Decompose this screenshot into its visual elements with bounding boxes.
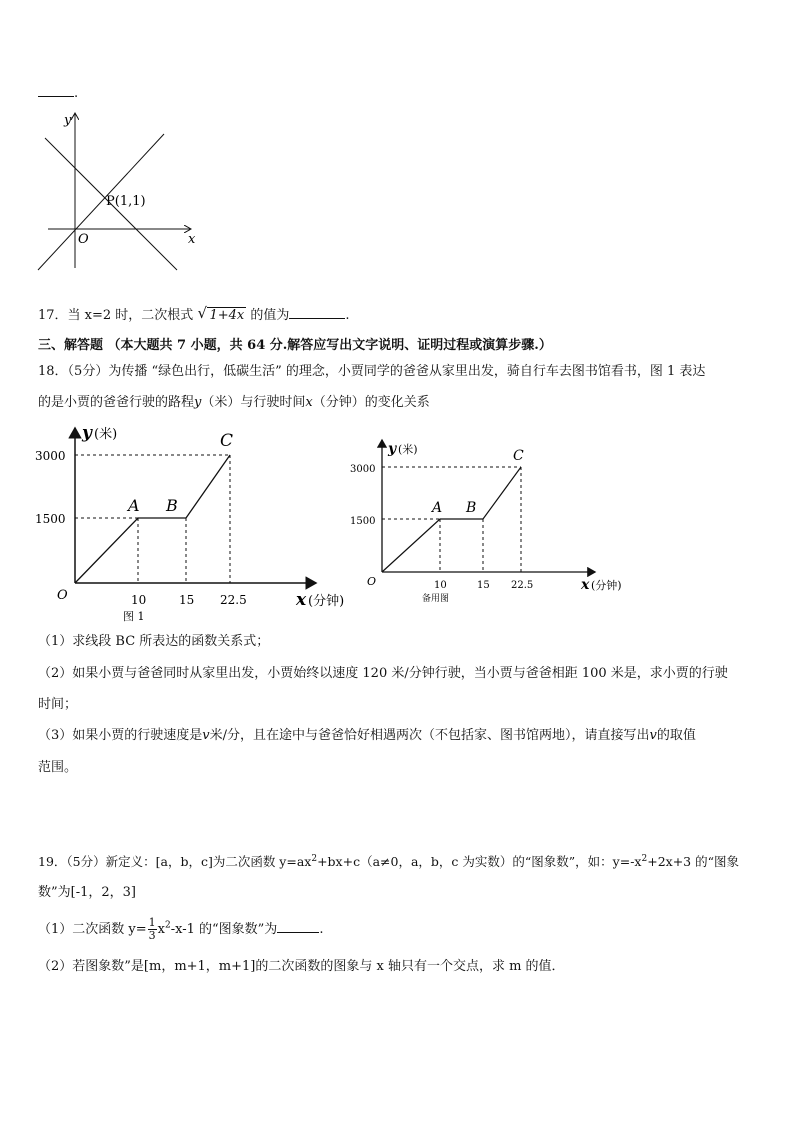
question-17: 17．当 x=2 时，二次根式 √ 1+4x 的值为 . — [38, 304, 350, 323]
question-19-line-1: 19．（5分）新定义：[a，b，c]为二次函数 $y=ax^2+bx+c(a\ne 0$，a，b，c 为实数）的“图象数”，如：$y=-x^2+2x+3$ 的“图象 — [38, 853, 739, 869]
question-19-line-2: 数”为[-1，2，3] — [38, 885, 136, 900]
question-18-sub-2-line-2: 时间； — [38, 697, 78, 712]
distance-line — [75, 455, 230, 583]
y-axis-label: y — [64, 113, 72, 128]
y-axis-label: y — [82, 423, 92, 443]
top-answer-blank: . — [38, 84, 78, 103]
x-axis-label: x — [188, 232, 196, 247]
section-3-heading: 三、解答题 （本大题共 7 小题，共 64 分.解答应写出文字说明、证明过程或演算步骤.） — [38, 338, 552, 353]
square-root: √ 1+4x — [197, 304, 245, 323]
x-tick-22-5: 22.5 — [220, 593, 247, 607]
x-axis-label: x — [296, 590, 307, 610]
point-b-label: B — [166, 496, 178, 515]
one-third-fraction: $\frac{1}{3}$ — [148, 916, 156, 942]
figure-caption: 备用图 — [422, 594, 450, 604]
question-18-line-1: 18．（5分）为传播 “绿色出行，低碳生活” 的理念，小贾同学的爸爸从家里出发，骑自行车去图书馆看书，图 1 表达 — [38, 364, 706, 379]
point-a-label: A — [128, 496, 140, 515]
question-18-sub-3-line-1: （3）如果小贾的行驶速度是v米/分，且在途中与爸爸恰好相遇两次（不包括家、图书馆两地），请直接写出v的取值 — [38, 728, 696, 743]
x-tick-10: 10 — [131, 593, 147, 607]
x-tick-22-5: 22.5 — [511, 580, 534, 591]
distance-time-chart-1 — [30, 422, 350, 627]
origin-label: O — [367, 575, 377, 588]
answer-blank — [38, 84, 74, 97]
point-a-label: A — [432, 500, 443, 516]
answer-blank — [277, 920, 319, 933]
distance-time-chart-2 — [345, 436, 635, 608]
y-tick-1500: 1500 — [35, 512, 66, 526]
point-p-label: P(1,1) — [106, 194, 146, 209]
question-19-sub-2: （2）若图象数”是[m，m+1，m+1]的二次函数的图象与 x 轴只有一个交点，求 m 的值． — [38, 959, 565, 974]
x-tick-15: 15 — [179, 593, 195, 607]
origin-label: O — [57, 588, 68, 603]
figure-caption: 图 1 — [123, 610, 145, 623]
y-tick-1500: 1500 — [350, 516, 376, 527]
x-axis-unit: (分钟) — [308, 594, 345, 609]
x-tick-10: 10 — [434, 580, 447, 591]
point-c-label: C — [513, 448, 524, 464]
x-axis-unit: (分钟) — [591, 579, 622, 592]
answer-blank — [289, 306, 345, 319]
y-axis-unit: (米) — [94, 427, 118, 442]
x-axis-label: x — [581, 577, 590, 593]
point-b-label: B — [466, 500, 477, 516]
y-axis-unit: (米) — [398, 443, 418, 456]
question-18-sub-1: （1）求线段 BC 所表达的函数关系式； — [38, 634, 270, 649]
x-tick-15: 15 — [477, 580, 490, 591]
point-c-label: C — [220, 431, 234, 451]
y-axis-label: y — [388, 441, 397, 457]
origin-label: O — [78, 232, 89, 247]
question-19-sub-1: （1）二次函数 y= $\frac{1}{3}$ $x^2-x-1$ 的“图象数”为 . — [38, 916, 324, 942]
y-tick-3000: 3000 — [350, 464, 376, 475]
question-18-sub-3-line-2: 范围。 — [38, 760, 78, 775]
intersecting-lines-graph — [34, 108, 204, 274]
y-tick-3000: 3000 — [35, 449, 66, 463]
question-18-sub-2-line-1: （2）如果小贾与爸爸同时从家里出发，小贾始终以速度 120 米/分钟行驶，当小贾与爸爸相距 100 米是，求小贾的行驶 — [38, 666, 728, 681]
question-18-line-2: 的是小贾的爸爸行驶的路程y（米）与行驶时间x（分钟）的变化关系 — [38, 395, 430, 410]
